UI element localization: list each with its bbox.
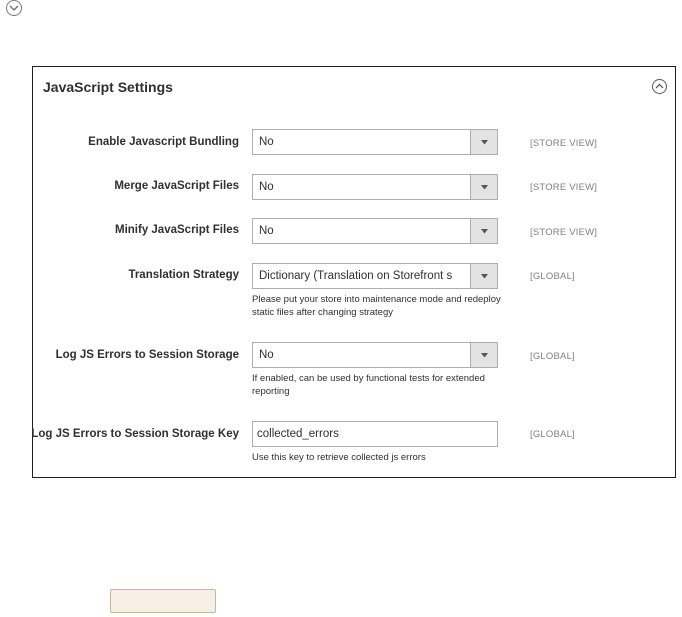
chevron-up-circle-icon[interactable] [652,79,667,94]
minify-js-files-select[interactable] [252,218,498,244]
select-value: No [259,349,274,361]
merge-js-files-label: Merge JavaScript Files [114,180,239,192]
enable-js-bundling-label: Enable Javascript Bundling [88,136,239,148]
scope-label: [GLOBAL] [530,429,575,440]
chevron-up-icon [655,83,664,90]
caret-down-icon[interactable] [470,343,497,367]
log-js-errors-key-field[interactable] [257,423,487,445]
select-value: No [259,181,274,193]
translation-strategy-label: Translation Strategy [128,269,239,281]
log-js-errors-note: If enabled, can be used by functional tests for extended reporting [252,373,485,397]
scope-label: [STORE VIEW] [530,227,598,238]
translation-strategy-note: Please put your store into maintenance mode and redeploy static files after changing strategy [252,294,501,318]
caret-down-icon[interactable] [470,219,497,243]
log-js-errors-key-label: Log JS Errors to Session Storage Key [31,428,239,440]
select-value: No [259,136,274,148]
merge-js-files-select[interactable] [252,174,498,200]
caret-down-icon[interactable] [470,130,497,154]
select-value: Dictionary (Translation on Storefront s [259,270,453,282]
javascript-settings-panel [32,66,676,478]
minify-js-files-label: Minify JavaScript Files [115,224,239,236]
panel-title: JavaScript Settings [43,79,173,95]
scope-label: [GLOBAL] [530,351,575,362]
action-button[interactable] [110,589,216,613]
select-value: No [259,225,274,237]
log-js-errors-select[interactable] [252,342,498,368]
translation-strategy-select[interactable] [252,263,498,289]
log-js-errors-label: Log JS Errors to Session Storage [55,349,239,361]
enable-js-bundling-select[interactable] [252,129,498,155]
scope-label: [STORE VIEW] [530,138,598,149]
log-js-errors-key-input[interactable] [252,421,498,447]
caret-down-icon[interactable] [470,175,497,199]
chevron-down-icon [9,4,19,12]
scope-label: [GLOBAL] [530,271,575,282]
caret-down-icon[interactable] [470,264,497,288]
log-js-errors-key-note: Use this key to retrieve collected js errors [252,452,426,463]
chevron-down-circle-icon[interactable] [6,0,22,16]
scope-label: [STORE VIEW] [530,182,598,193]
